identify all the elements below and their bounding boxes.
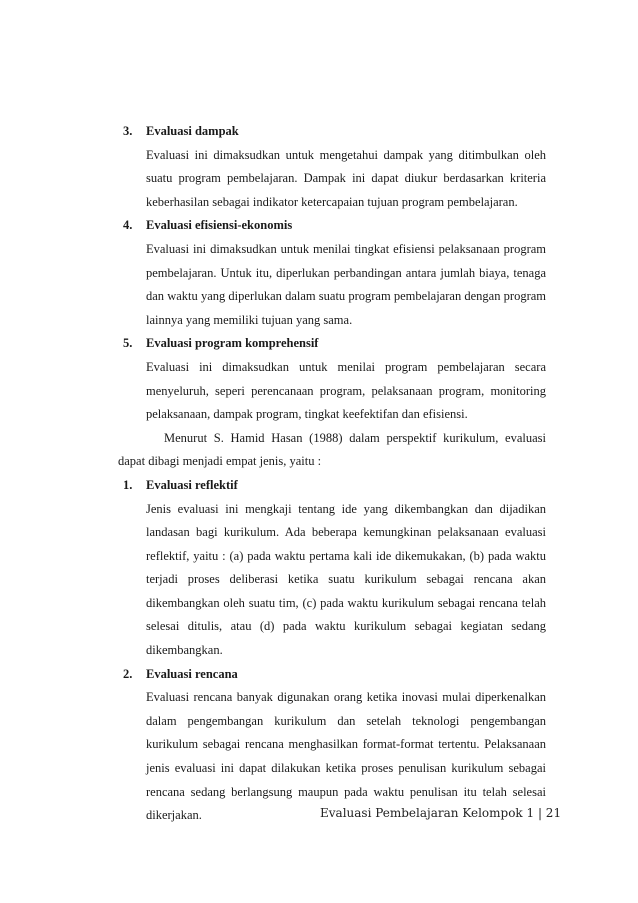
section-evaluasi-dampak [118,120,546,214]
section-paragraph: Jenis evaluasi ini mengkaji tentang ide yang dikembangkan dan dijadikan landasan bagi kurikulum. Ada beberapa kemungkinan pelaksanaan evaluasi reflektif, yaitu : (a) pada waktu pertama kali ide dikemukakan, (b) pada waktu terjadi proses deliberasi ketika suatu kurikulum sebagai rencana akan dikembangkan oleh suatu tim, (c) pada waktu kurikulum sebagai rencana telah selesai ditulis, atau (d) pada waktu kurikulum sebagai kegiatan sedang dikembangkan. [146,501,546,658]
section-number: 2. [123,666,133,681]
section-evaluasi-reflektif [118,474,546,663]
section-heading [118,474,546,498]
section-title: Evaluasi efisiensi-ekonomis [146,218,293,233]
section-number: 4. [123,218,133,233]
section-heading [118,120,546,144]
section-paragraph: Evaluasi ini dimaksudkan untuk menilai tingkat efisiensi pelaksanaan program pembelajaran. Untuk itu, diperlukan perbandingan antara jumlah biaya, tenaga dan waktu yang diperlukan dalam suatu program pembelajaran dengan program lainnya yang memiliki tujuan yang sama. [146,241,546,327]
section-heading [118,663,546,687]
section-evaluasi-komprehensif [118,332,546,426]
section-number: 5. [123,336,133,351]
section-paragraph: Evaluasi ini dimaksudkan untuk menilai program pembelajaran secara menyeluruh, seperi perencanaan program, pelaksanaan program, monitoring pelaksanaan, dampak program, tingkat keefektifan dan efisiensi. [146,359,546,422]
section-title: Evaluasi reflektif [146,477,238,492]
page-footer: Evaluasi Pembelajaran Kelompok 1 | 21 [320,806,562,820]
section-paragraph: Evaluasi ini dimaksudkan untuk mengetahui dampak yang ditimbulkan oleh suatu program pembelajaran. Dampak ini dapat diukur berdasarkan kriteria keberhasilan sebagai indikator ketercapaian tujuan program pembelajaran. [146,147,546,209]
section-title: Evaluasi program komprehensif [146,336,319,351]
section-title: Evaluasi dampak [146,124,239,138]
section-title: Evaluasi rencana [146,666,238,681]
section-number: 1. [123,477,133,492]
section-evaluasi-rencana [118,663,562,828]
section-heading [118,332,546,356]
section-paragraph: Evaluasi rencana banyak digunakan orang ketika inovasi mulai diperkenalkan dalam pengembangan kurikulum dan setelah teknologi pengembangan kurikulum sebagai rencana menghasilkan format-format tertentu. Pelaksanaan jenis evaluasi ini dapat dilakukan ketika proses penulisan kurikulum sebagai rencana sedang berlangsung maupun pada waktu penulisan itu telah selesai dikerjakan. [146,690,546,823]
section-evaluasi-efisiensi [118,214,546,332]
intro-text: Menurut S. Hamid Hasan (1988) dalam perspektif kurikulum, evaluasi dapat dibagi menjadi empat jenis, yaitu : [118,430,546,469]
section-heading [118,214,546,238]
section-number: 3. [123,124,133,138]
page-content [118,120,562,828]
intro-paragraph [118,427,546,474]
